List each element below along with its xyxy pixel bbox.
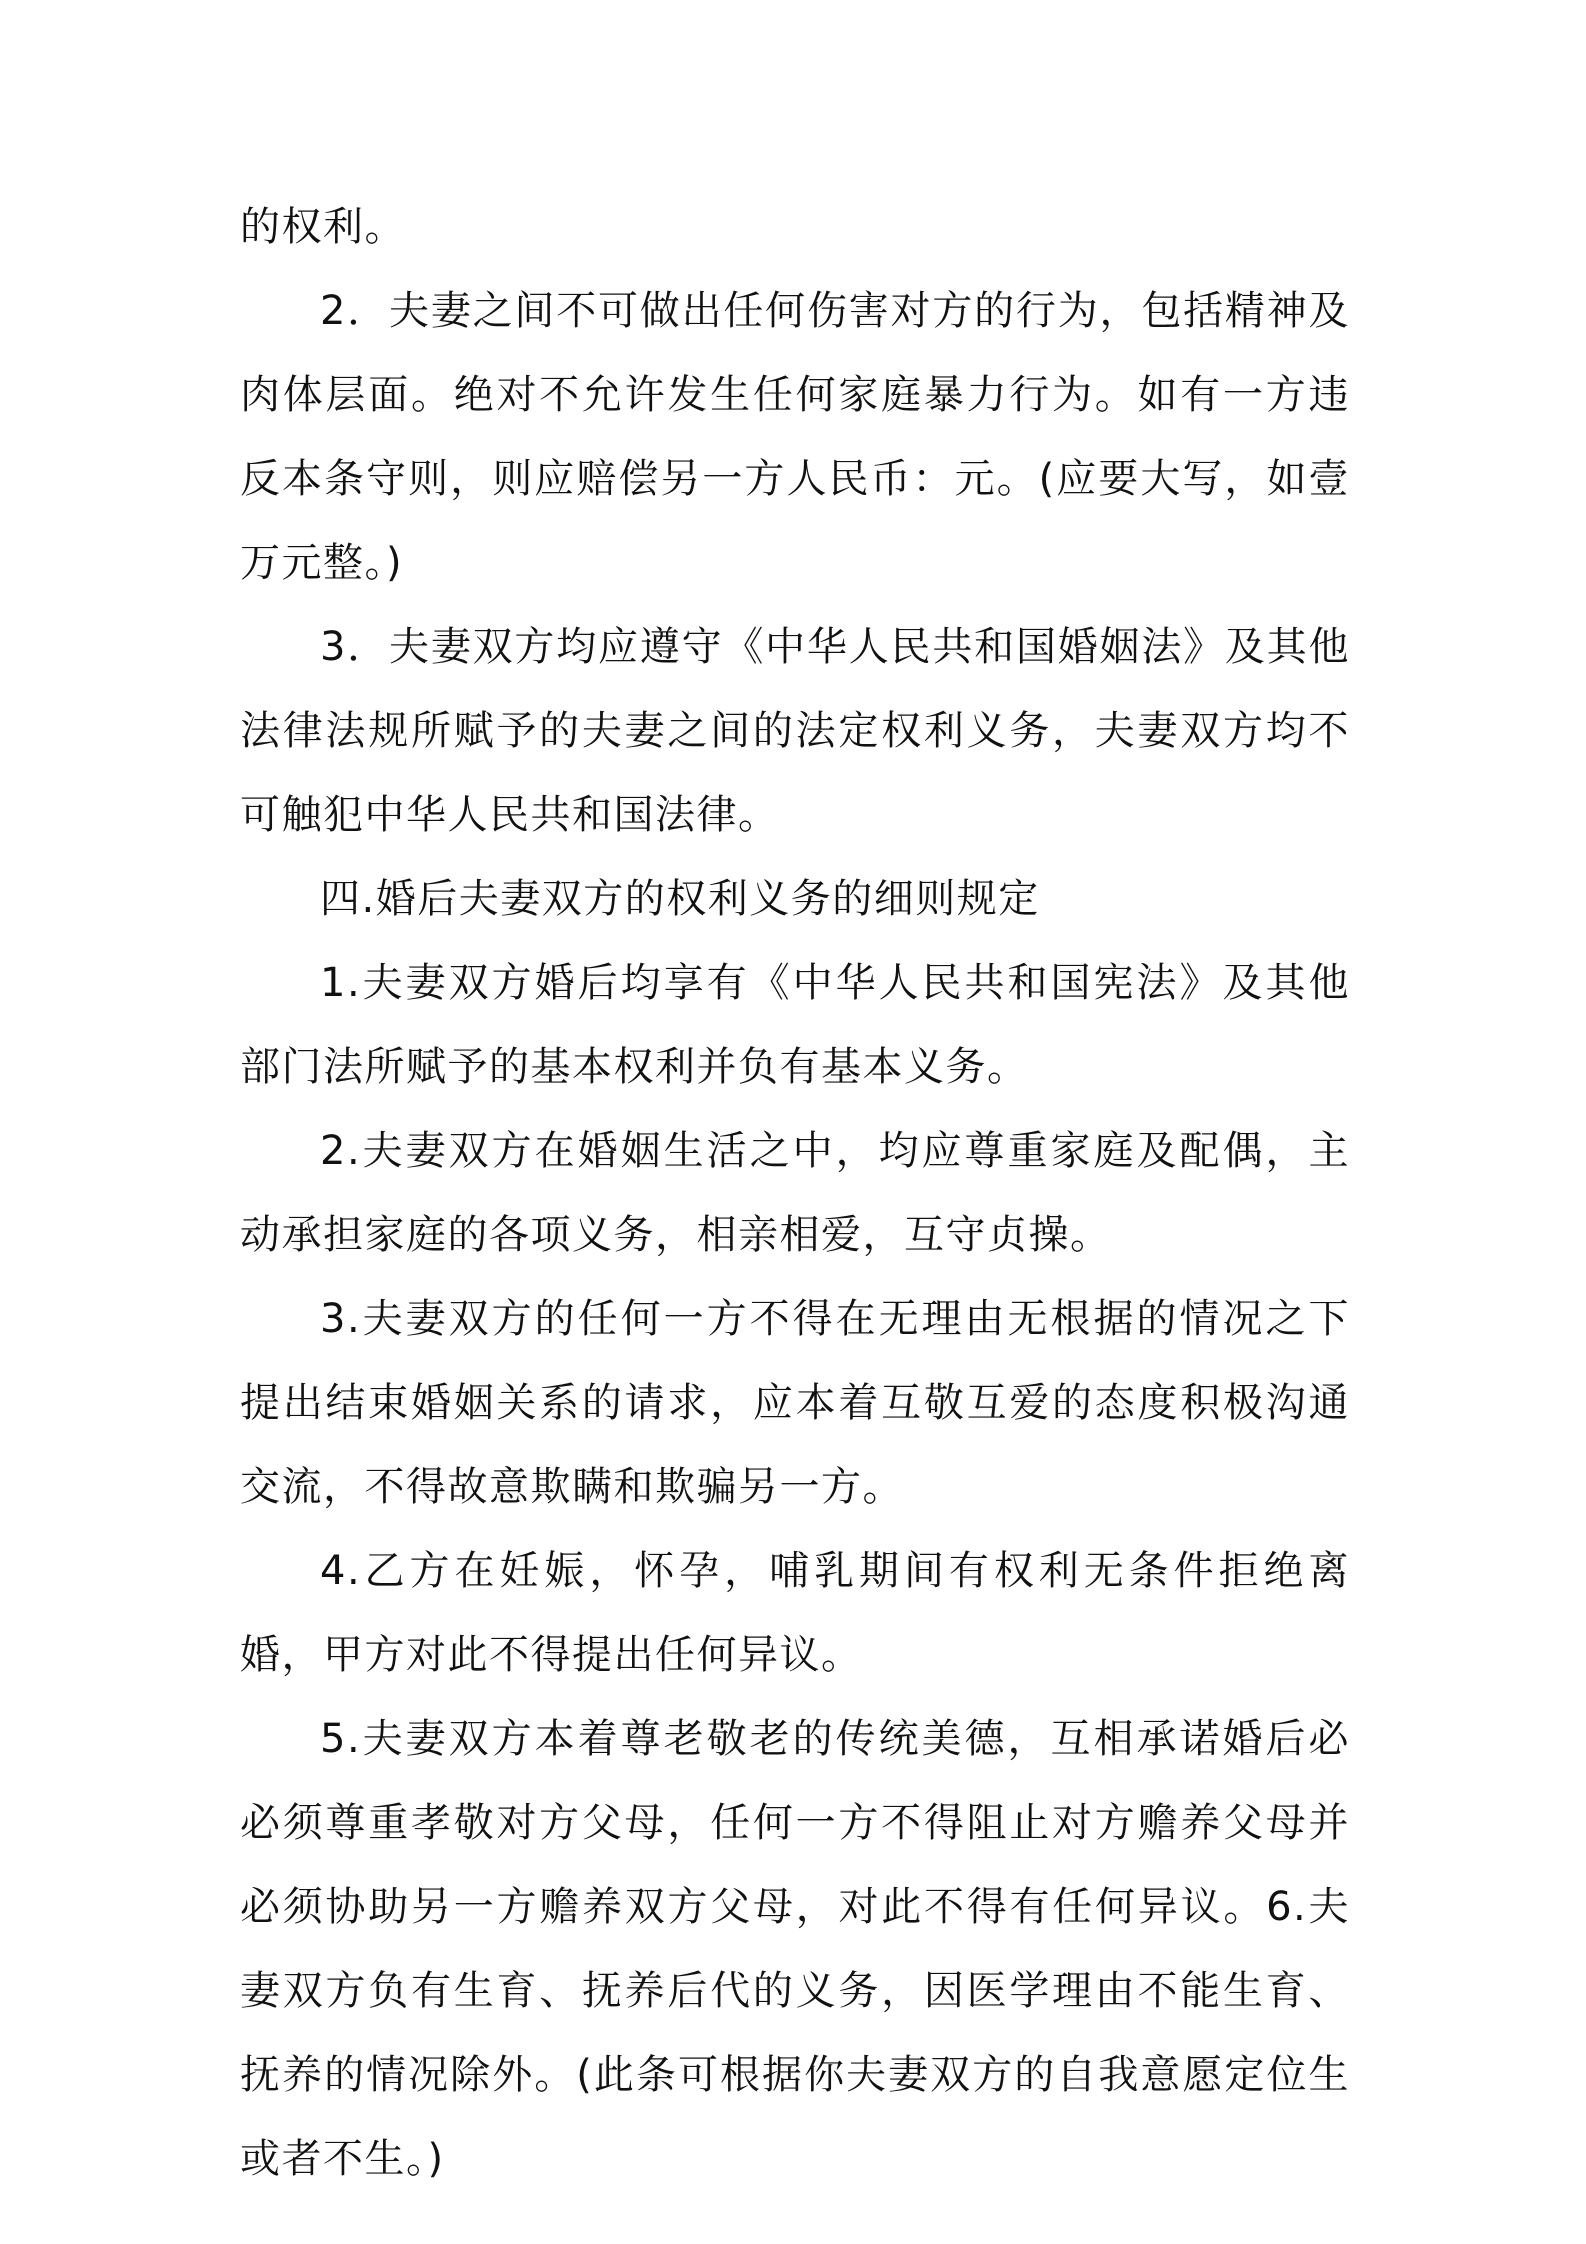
document-body [240, 185, 1350, 2201]
section-heading-4: 四.婚后夫妻双方的权利义务的细则规定 [320, 876, 1040, 922]
paragraph-item-3: 3.夫妻双方的任何一方不得在无理由无根据的情况之下提出结束婚姻关系的请求，应本着互敬互爱的态度积极沟通交流，不得故意欺瞒和欺骗另一方。 [240, 1296, 1350, 1510]
paragraph-item-1: 1.夫妻双方婚后均享有《中华人民共和国宪法》及其他部门法所赋予的基本权利并负有基本义务。 [240, 960, 1350, 1090]
paragraph-item-4: 4.乙方在妊娠，怀孕，哺乳期间有权利无条件拒绝离婚，甲方对此不得提出任何异议。 [240, 1548, 1350, 1678]
paragraph-continuation: 的权利。 [240, 204, 406, 250]
paragraph-clause-2: 2．夫妻之间不可做出任何伤害对方的行为，包括精神及肉体层面。绝对不允许发生任何家庭暴力行为。如有一方违反本条守则，则应赔偿另一方人民币：元。(应要大写，如壹万元整。) [240, 288, 1350, 586]
paragraph-item-2: 2.夫妻双方在婚姻生活之中，均应尊重家庭及配偶，主动承担家庭的各项义务，相亲相爱，互守贞操。 [240, 1128, 1350, 1258]
paragraph-clause-3: 3．夫妻双方均应遵守《中华人民共和国婚姻法》及其他法律法规所赋予的夫妻之间的法定权利义务，夫妻双方均不可触犯中华人民共和国法律。 [240, 624, 1350, 838]
paragraph-item-5-6: 5.夫妻双方本着尊老敬老的传统美德，互相承诺婚后必必须尊重孝敬对方父母，任何一方不得阻止对方赡养父母并必须协助另一方赡养双方父母，对此不得有任何异议。6.夫妻双方负有生育、抚养后代的义务，因医学理由不能生育、抚养的情况除外。(此条可根据你夫妻双方的自我意愿定位生或者不生。) [240, 1716, 1350, 2182]
